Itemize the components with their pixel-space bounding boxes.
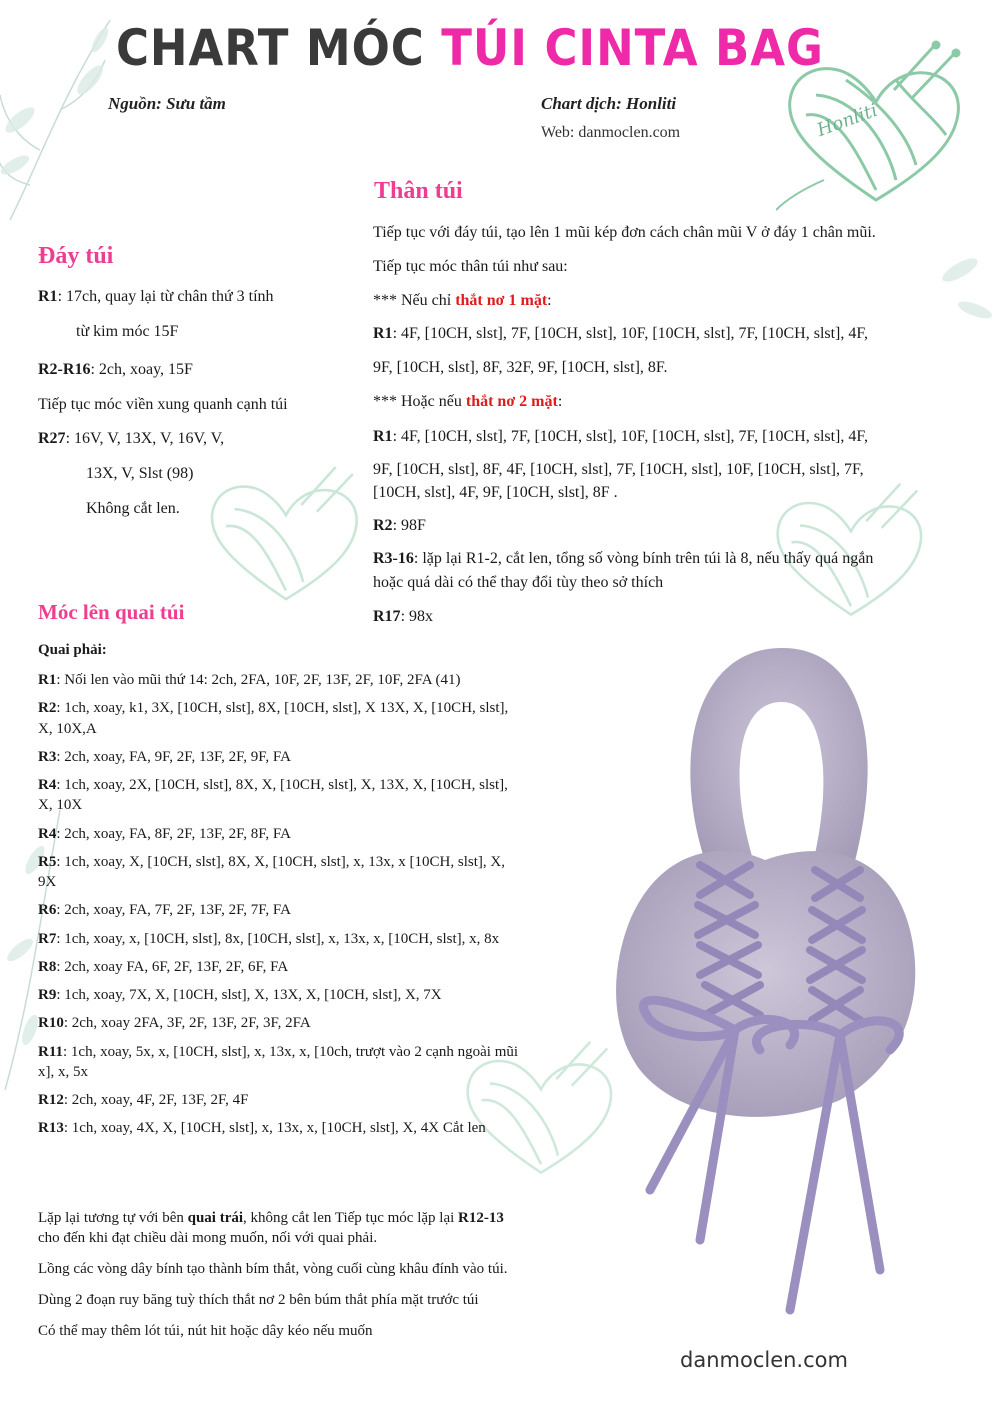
row-label: R2: [373, 517, 393, 534]
quai-row-6: [38, 852, 568, 893]
day-tui-r2: [38, 359, 193, 381]
than-tui-r1b-cont1: 9F, [10CH, slst], 8F, 4F, [10CH, slst], 7F, [10CH, slst], 10F, [10CH, slst], 7F,: [373, 461, 864, 478]
row-label: R27: [38, 430, 66, 447]
quai-sub-heading: Quai phải:: [38, 642, 107, 658]
quai-rows: [38, 670, 568, 1147]
closing-p3: Dùng 2 đoạn ruy băng tuỳ thích thắt nơ 2 bên búm thắt phía mặt trước túi: [38, 1292, 479, 1308]
row-cont: x], x, 5x: [38, 1063, 88, 1080]
row-text: : 2ch, xoay, FA, 7F, 2F, 13F, 2F, 7F, FA: [56, 902, 291, 919]
row-text: : 1ch, xoay, 2X, [10CH, slst], 8X, X, [10CH, slst], X, 13X, X, [10CH, slst],: [56, 777, 508, 793]
option-highlight: thắt nơ 2 mặt: [465, 393, 558, 410]
row-text: : 1ch, xoay, 4X, X, [10CH, slst], x, 13x, x, [10CH, slst], X, 4X Cắt len: [63, 1120, 486, 1137]
bag-handle: [690, 648, 867, 880]
day-tui-r27: [38, 428, 224, 450]
quai-row-2: [38, 698, 568, 739]
text-bold: R12-13: [458, 1210, 504, 1226]
day-tui-r1-cont: từ kim móc 15F: [76, 323, 179, 340]
row-label: R6: [38, 902, 57, 919]
row-text: : 2ch, xoay 2FA, 3F, 2F, 13F, 2F, 3F, 2FA: [63, 1015, 311, 1032]
row-text: : 1ch, xoay, k1, 3X, [10CH, slst], 8X, [10CH, slst], X 13X, X, [10CH, slst],: [56, 700, 509, 717]
row-text: : 2ch, xoay, 15F: [90, 361, 193, 378]
row-label: R1: [373, 428, 393, 445]
section-heading-day-tui: Đáy túi: [38, 243, 114, 269]
row-label: R11: [38, 1043, 64, 1060]
closing-p4: Có thể may thêm lót túi, nút hit hoặc dây kéo nếu muốn: [38, 1323, 373, 1339]
row-text: : lặp lại R1-2, cắt len, tổng số vòng bính trên túi là 8, nếu thấy quá ngắn: [413, 550, 874, 567]
row-label: R1: [373, 325, 393, 342]
row-label: R2: [38, 700, 57, 717]
row-text: : 2ch, xoay, FA, 9F, 2F, 13F, 2F, 9F, FA: [56, 748, 291, 765]
quai-row-10: [38, 985, 568, 1005]
web-credit: Web: danmoclen.com: [541, 124, 681, 141]
watermark-logo-1: [196, 462, 376, 612]
row-label: R9: [38, 987, 57, 1003]
row-label: R17: [373, 608, 401, 625]
row-label: R3-16: [373, 550, 414, 567]
logo-text: Honliti: [814, 99, 881, 142]
closing-p1: [38, 1208, 598, 1249]
row-label: R8: [38, 958, 57, 975]
row-text: : 4F, [10CH, slst], 7F, [10CH, slst], 10F, [10CH, slst], 7F, [10CH, slst], 4F,: [392, 428, 868, 445]
leaf-decoration-top-left: [0, 0, 130, 230]
row-label: R1: [38, 288, 58, 305]
option-suffix: :: [557, 393, 563, 410]
bag-body: [616, 851, 915, 1117]
than-tui-option-1: [373, 290, 552, 312]
row-label: R5: [38, 853, 57, 870]
text: , không cắt len Tiếp tục móc lặp lại: [243, 1210, 459, 1226]
option-highlight: thắt nơ 1 mặt: [455, 292, 548, 309]
title-part-1: CHART MÓC: [116, 19, 425, 77]
option-suffix: :: [547, 292, 552, 309]
row-label: R4: [38, 777, 57, 793]
day-tui-r27-cont: 13X, V, Slst (98): [86, 465, 194, 482]
source-credit: Nguồn: Sưu tầm: [108, 94, 226, 113]
than-tui-line2: Tiếp tục móc thân túi như sau:: [373, 258, 568, 275]
quai-row-11: [38, 1013, 568, 1033]
quai-row-13: [38, 1090, 568, 1110]
option-prefix: *** Nếu chỉ: [373, 292, 456, 309]
row-text: : 98x: [400, 608, 434, 625]
than-tui-r1b: [373, 426, 868, 448]
closing-p2: Lồng các vòng dây bính tạo thành bím thắt, vòng cuối cùng khâu đính vào túi.: [38, 1261, 508, 1277]
row-label: R10: [38, 1015, 64, 1032]
title-part-2: TÚI CINTA BAG: [441, 19, 824, 77]
quai-row-1: [38, 670, 568, 690]
row-text: : 1ch, xoay, x, [10CH, slst], 8x, [10CH, slst], x, 13x, x, [10CH, slst], x, 8x: [56, 930, 500, 947]
row-label: R7: [38, 930, 57, 947]
row-label: R12: [38, 1092, 64, 1108]
bag-photo: [590, 630, 920, 1350]
row-text: : 2ch, xoay FA, 6F, 2F, 13F, 2F, 6F, FA: [56, 958, 289, 975]
row-text: : Nối len vào mũi thứ 14: 2ch, 2FA, 10F, 2F, 13F, 2F, 10F, 2FA (41): [56, 672, 461, 688]
quai-row-8: [38, 929, 568, 949]
quai-row-5: [38, 824, 568, 844]
than-tui-r3-16: [373, 548, 873, 570]
option-prefix: *** Hoặc nếu: [373, 393, 466, 410]
quai-row-7: [38, 900, 568, 920]
row-text: : 2ch, xoay, 4F, 2F, 13F, 2F, 4F: [63, 1092, 249, 1108]
row-text: : 16V, V, 13X, V, 16V, V,: [65, 430, 225, 447]
quai-row-3: [38, 747, 568, 767]
quai-row-4: [38, 775, 568, 816]
row-label: R3: [38, 748, 57, 765]
day-tui-r27-end: Không cắt len.: [86, 500, 180, 517]
row-cont: 9X: [38, 874, 57, 890]
than-tui-r17: [373, 606, 433, 628]
text: cho đến khi đạt chiều dài mong muốn, nối với quai phải.: [38, 1230, 378, 1247]
than-tui-r3-16-cont: hoặc quá dài có thể thay đổi tùy theo sở thích: [373, 574, 664, 591]
row-cont: X, 10X: [38, 797, 83, 814]
quai-row-14: [38, 1118, 568, 1138]
section-heading-than-tui: Thân túi: [374, 178, 463, 204]
row-label: R1: [38, 672, 57, 688]
text: Lặp lại tương tự với bên: [38, 1210, 188, 1226]
row-text: : 1ch, xoay, 7X, X, [10CH, slst], X, 13X, X, [10CH, slst], X, 7X: [56, 987, 442, 1003]
than-tui-r1a-cont: 9F, [10CH, slst], 8F, 32F, 9F, [10CH, slst], 8F.: [373, 359, 668, 376]
row-cont: X, 10X,A: [38, 720, 97, 737]
row-label: R13: [38, 1120, 64, 1137]
quai-row-12: [38, 1042, 568, 1083]
row-text: : 1ch, xoay, X, [10CH, slst], 8X, X, [10CH, slst], x, 13x, x [10CH, slst], X,: [56, 853, 505, 870]
row-text: : 98F: [392, 517, 426, 534]
page-title: [116, 18, 824, 78]
row-text: : 17ch, quay lại từ chân thứ 3 tính: [57, 288, 274, 305]
quai-row-9: [38, 957, 568, 977]
translator-credit: Chart dịch: Honliti: [541, 94, 677, 113]
than-tui-r1a: [373, 323, 868, 345]
row-text: : 1ch, xoay, 5x, x, [10CH, slst], x, 13x, x, [10ch, trượt vào 2 cạnh ngoài mũi: [63, 1043, 519, 1060]
than-tui-line1: Tiếp tục với đáy túi, tạo lên 1 mũi kép đơn cách chân mũi V ở đáy 1 chân mũi.: [373, 224, 876, 241]
row-label: R2-R16: [38, 361, 91, 378]
than-tui-r2: [373, 515, 426, 537]
day-tui-note: Tiếp tục móc viền xung quanh cạnh túi: [38, 396, 288, 413]
row-text: : 4F, [10CH, slst], 7F, [10CH, slst], 10F, [10CH, slst], 7F, [10CH, slst], 4F,: [392, 325, 868, 342]
honliti-logo: [776, 40, 976, 215]
row-label: R4: [38, 825, 57, 842]
footer-website: danmoclen.com: [680, 1348, 848, 1372]
text-bold: quai trái: [187, 1210, 244, 1226]
section-heading-quai: Móc lên quai túi: [38, 600, 185, 624]
than-tui-option-2: [373, 391, 562, 413]
leaf-decoration-right: [900, 230, 1000, 350]
than-tui-r1b-cont2: [10CH, slst], 4F, 9F, [10CH, slst], 8F .: [373, 484, 618, 501]
row-text: : 2ch, xoay, FA, 8F, 2F, 13F, 2F, 8F, FA: [56, 825, 291, 842]
day-tui-r1: [38, 286, 274, 308]
